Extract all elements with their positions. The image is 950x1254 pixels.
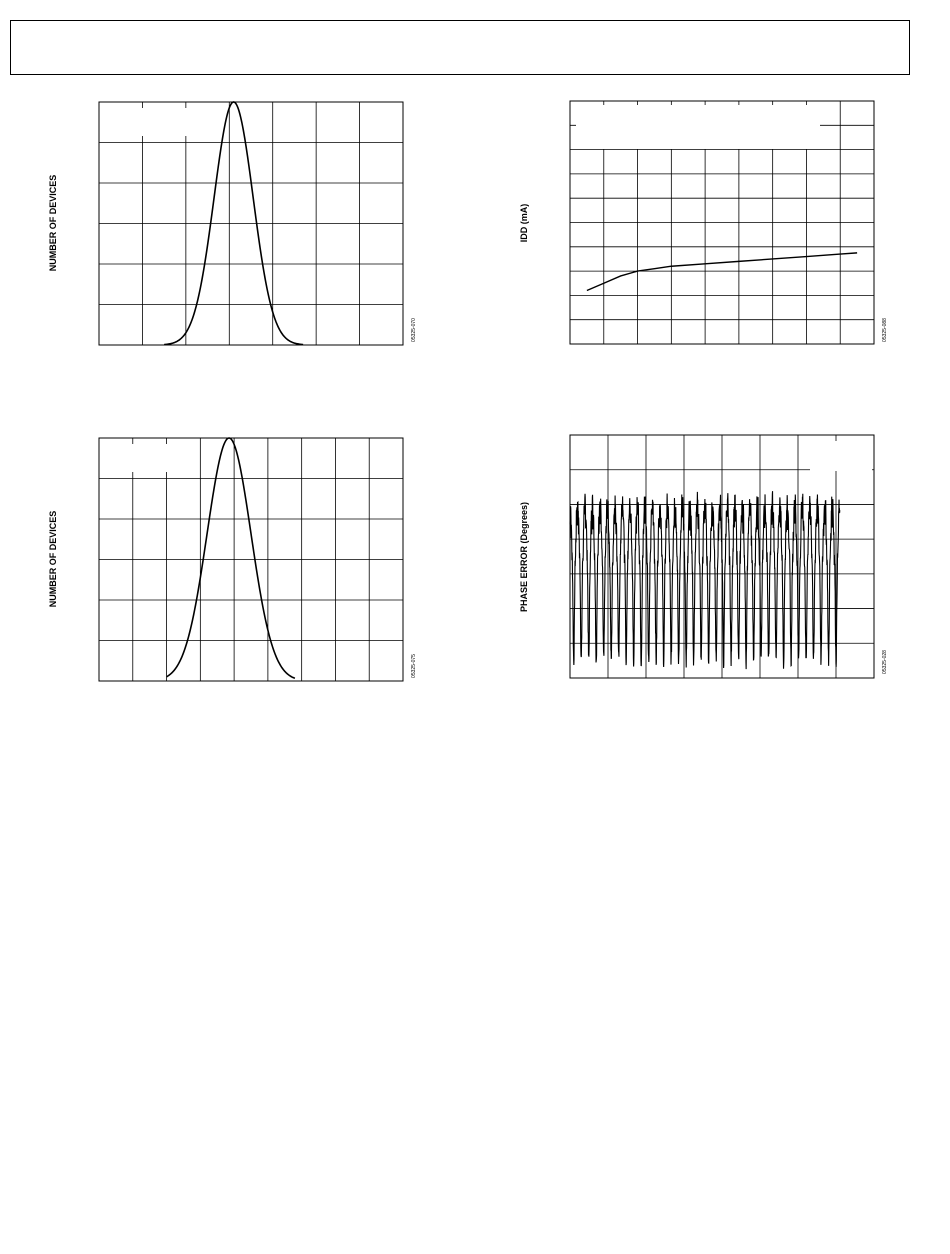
legend-area [810, 441, 872, 471]
figure-code: 05325-070 [411, 318, 417, 342]
y-axis-label: NUMBER OF DEVICES [48, 510, 58, 608]
phase-error-trace [570, 491, 840, 669]
figure-code: 05325-028 [882, 650, 888, 674]
figure-code: 05325-075 [411, 654, 417, 678]
y-axis-label: NUMBER OF DEVICES [48, 174, 58, 272]
figure-code: 05325-088 [882, 318, 888, 342]
y-axis-label: IDD (mA) [519, 203, 529, 243]
y-axis-label: PHASE ERROR (Degrees) [519, 501, 529, 613]
